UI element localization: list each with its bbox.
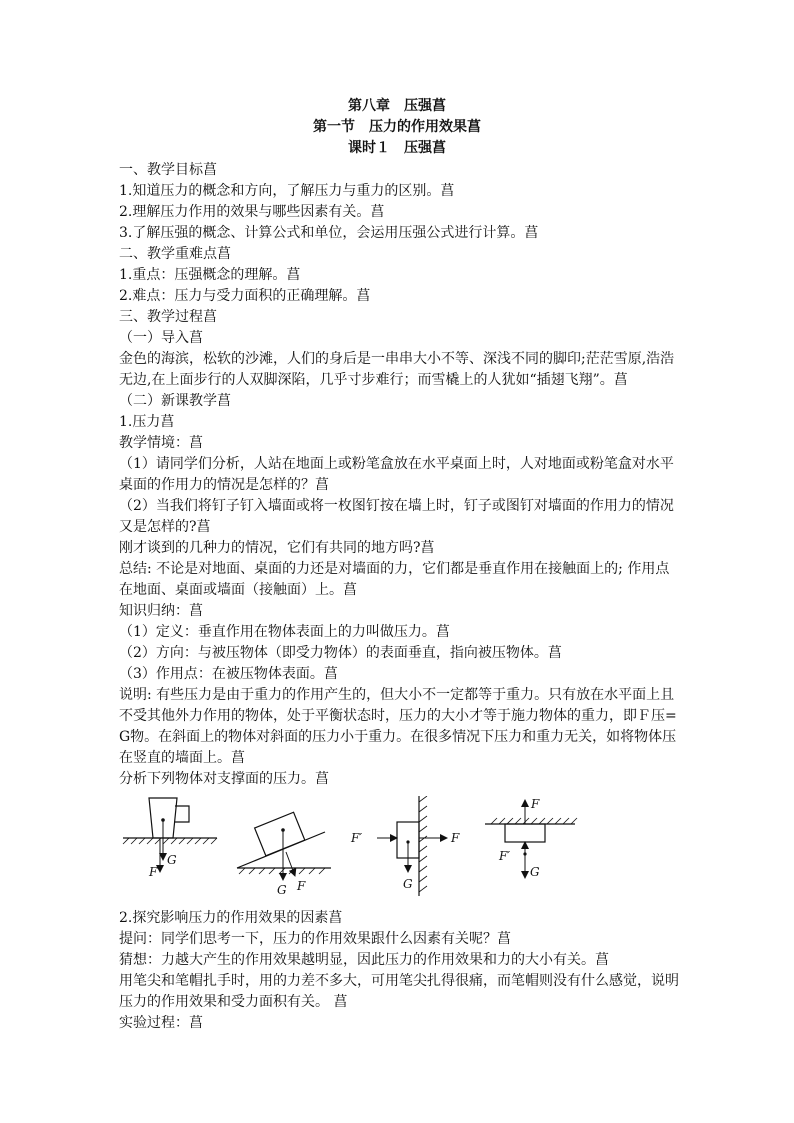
force-label-f-prime: F′	[351, 831, 363, 845]
paragraph: 1.重点：压强概念的理解。菖	[119, 267, 301, 283]
paragraph: 金色的海滨，松软的沙滩，人们的身后是一串串大小不等、深浅不同的脚印;茫茫雪原,浩浩无边,在上面步行的人双脚深陷，几乎寸步难行；而雪橇上的人犹如“插翅飞翔”。菖	[119, 351, 675, 388]
paragraph: 知识归纳：菖	[119, 603, 203, 619]
paragraph: （2）方向：与被压物体（即受力物体）的表面垂直，指向被压物体。菖	[119, 645, 562, 661]
document-body	[119, 160, 679, 1034]
chapter-title: 第八章 压强菖	[348, 98, 446, 114]
paragraph: 刚才谈到的几种力的情况，它们有共同的地方吗?菖	[119, 540, 435, 556]
paragraph: 实验过程：菖	[119, 1015, 203, 1031]
paragraph: （2）当我们将钉子钉入墙面或将一枚图钉按在墙上时，钉子或图钉对墙面的作用力的情况又是怎样的?菖	[119, 498, 674, 535]
paragraph: 3.了解压强的概念、计算公式和单位，会运用压强公式进行计算。菖	[119, 225, 539, 241]
force-label-f: F	[531, 797, 540, 811]
force-diagram-svg	[119, 796, 679, 904]
paragraph: （1）定义：垂直作用在物体表面上的力叫做压力。菖	[119, 624, 450, 640]
paragraph: 教学情境：菖	[119, 435, 203, 451]
force-label-f: F	[297, 879, 306, 893]
lesson-title: 课时１ 压强菖	[348, 140, 446, 156]
force-label-g: G	[403, 877, 413, 891]
section-title: 第一节 压力的作用效果菖	[313, 119, 481, 135]
paragraph: 提问：同学们思考一下，压力的作用效果跟什么因素有关呢？菖	[119, 931, 511, 947]
force-label-g: G	[277, 883, 287, 897]
paragraph: 一、教学目标菖	[119, 162, 217, 178]
force-label-f: F	[451, 831, 460, 845]
force-label-g: G	[530, 865, 540, 879]
paragraph: 1.知道压力的概念和方向，了解压力与重力的区别。菖	[119, 183, 455, 199]
figure-block-on-incline	[237, 812, 331, 897]
force-label-f-prime: F′	[499, 849, 511, 863]
paragraph: 说明: 有些压力是由于重力的作用产生的，但大小不一定都等于重力。只有放在水平面上且不受其他外力作用的物体，处于平衡状态时，压力的大小才等于施力物体的重力，即Ｆ压=G物。在斜面上的物体对斜面的压力小于重力。在很多情况下压力和重力无关，如将物体压在竖直的墙面上。菖	[119, 687, 677, 766]
figure-cup-on-table	[123, 798, 217, 879]
paragraph: 总结: 不论是对地面、桌面的力还是对墙面的力，它们都是垂直作用在接触面上的; 作用点在地面、桌面或墙面（接触面）上。菖	[119, 561, 670, 598]
paragraph: （二）新课教学菖	[119, 393, 231, 409]
paragraph: 2.理解压力作用的效果与哪些因素有关。菖	[119, 204, 385, 220]
force-label-f: F	[149, 865, 158, 879]
paragraph: 分析下列物体对支撑面的压力。菖	[119, 771, 329, 787]
paragraph: （1）请同学们分析，人站在地面上或粉笔盒放在水平桌面上时，人对地面或粉笔盒对水平桌面的作用力的情况是怎样的？菖	[119, 456, 674, 493]
paragraph: 猜想：力越大产生的作用效果越明显，因此压力的作用效果和力的大小有关。菖	[119, 952, 609, 968]
paragraph: 二、教学重难点菖	[119, 246, 231, 262]
figure-block-against-ceiling	[485, 797, 577, 879]
force-diagrams	[119, 796, 679, 904]
paragraph: （一）导入菖	[119, 330, 203, 346]
paragraph: 1.压力菖	[119, 414, 175, 430]
paragraph: （3）作用点：在被压物体表面。菖	[119, 666, 338, 682]
paragraph: 用笔尖和笔帽扎手时，用的力差不多大，可用笔尖扎得很痛，而笔帽则没有什么感觉，说明压力的作用效果和受力面积有关。 菖	[119, 973, 679, 1010]
paragraph: 2.探究影响压力的作用效果的因素菖	[119, 910, 343, 926]
paragraph: 2.难点：压力与受力面积的正确理解。菖	[119, 288, 371, 304]
title-block	[0, 96, 794, 159]
figure-block-against-wall	[350, 796, 460, 896]
force-label-g: G	[167, 853, 177, 867]
paragraph: 三、教学过程菖	[119, 309, 217, 325]
